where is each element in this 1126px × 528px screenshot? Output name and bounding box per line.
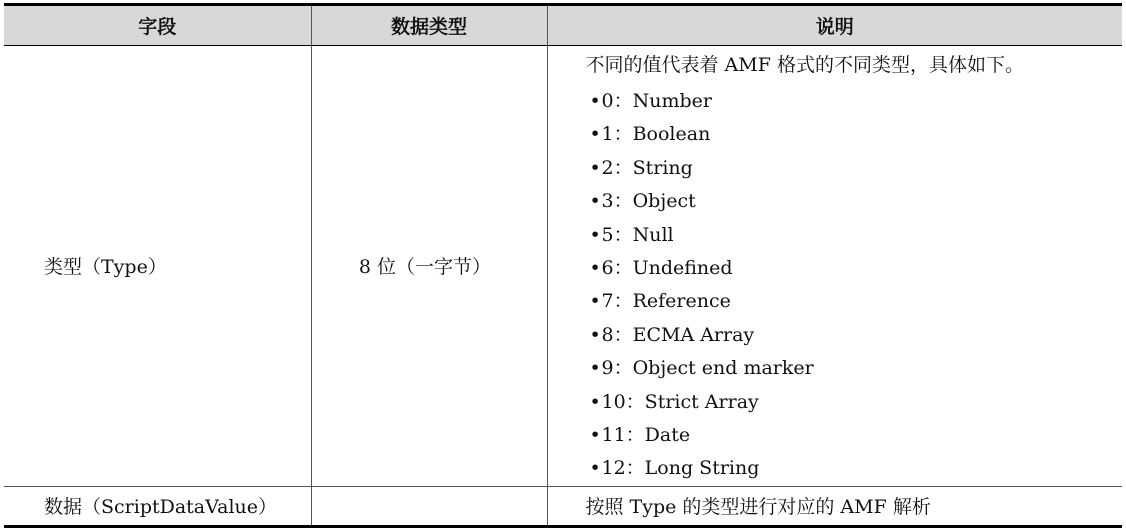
bullet-icon: • xyxy=(589,223,601,246)
amf-type-table-container xyxy=(4,3,1122,528)
cell-data-type xyxy=(311,486,547,526)
cell-field: 数据（ScriptDataValue） xyxy=(4,486,311,526)
bullet-icon: • xyxy=(589,423,601,446)
cell-description: 按照 Type 的类型进行对应的 AMF 解析 xyxy=(547,486,1122,526)
table-row xyxy=(4,486,1122,526)
bullet-icon: • xyxy=(589,457,601,480)
list-item xyxy=(586,85,1123,118)
list-item-text: 0：Number xyxy=(601,90,712,112)
list-item xyxy=(586,152,1123,185)
bullet-icon: • xyxy=(589,156,601,179)
list-item xyxy=(586,118,1123,151)
list-item xyxy=(586,386,1123,419)
bullet-icon: • xyxy=(589,190,601,213)
list-item xyxy=(586,219,1123,252)
list-item xyxy=(586,185,1123,218)
bullet-icon: • xyxy=(589,123,601,146)
list-item-text: 5：Null xyxy=(601,223,674,246)
amf-type-table xyxy=(4,3,1122,528)
list-item-text: 12：Long String xyxy=(601,457,760,480)
list-item-text: 11：Date xyxy=(601,423,691,446)
cell-data-type: 8 位（一字节） xyxy=(311,46,547,487)
bullet-icon: • xyxy=(589,357,601,380)
cell-field: 类型（Type） xyxy=(4,46,311,487)
header-description: 说明 xyxy=(547,5,1122,46)
bullet-icon: • xyxy=(589,390,601,413)
header-field: 字段 xyxy=(4,5,311,46)
list-item xyxy=(586,252,1123,285)
table-body xyxy=(4,46,1122,527)
list-item-text: 7：Reference xyxy=(601,290,731,313)
type-value-list xyxy=(586,85,1123,486)
list-item xyxy=(586,285,1123,318)
list-item-text: 6：Undefined xyxy=(601,256,733,279)
bullet-icon: • xyxy=(589,290,601,313)
list-item xyxy=(586,319,1123,352)
header-data-type: 数据类型 xyxy=(311,5,547,46)
bullet-icon: • xyxy=(589,256,601,279)
bullet-icon: • xyxy=(589,323,601,346)
header-row xyxy=(4,5,1122,46)
list-item-text: 8：ECMA Array xyxy=(601,323,755,346)
list-item-text: 2：String xyxy=(601,156,693,179)
list-item xyxy=(586,419,1123,452)
table-row xyxy=(4,46,1122,487)
list-item xyxy=(586,452,1123,485)
list-item-text: 1：Boolean xyxy=(601,123,711,146)
bullet-icon: • xyxy=(589,90,601,112)
description-intro: 不同的值代表着 AMF 格式的不同类型，具体如下。 xyxy=(585,54,1024,76)
list-item-text: 3：Object xyxy=(601,190,696,213)
table-header xyxy=(4,5,1122,46)
cell-description xyxy=(547,46,1122,487)
list-item-text: 9：Object end marker xyxy=(601,357,814,380)
list-item xyxy=(586,352,1123,385)
list-item-text: 10：Strict Array xyxy=(601,390,759,413)
